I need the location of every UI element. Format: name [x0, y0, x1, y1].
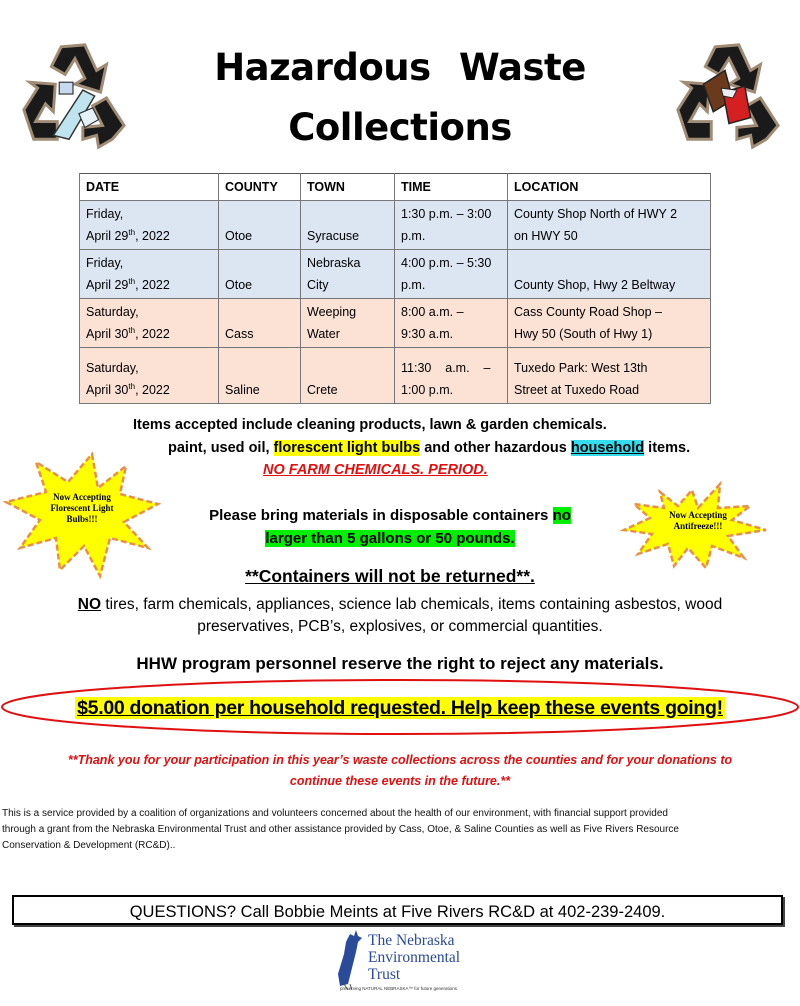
table-header-row — [80, 174, 711, 201]
highlight-florescent-bulbs: florescent light bulbs — [273, 440, 421, 456]
column-header-time: TIME — [395, 174, 508, 201]
collection-schedule-table — [79, 173, 711, 404]
page-title — [150, 38, 650, 158]
column-header-town: TOWN — [301, 174, 395, 201]
nebraska-environmental-trust-logo — [330, 928, 480, 1000]
starburst-antifreeze — [620, 478, 770, 570]
cell-date: Saturday, April 30th, 2022 — [80, 348, 219, 404]
cell-county: Cass — [219, 299, 301, 348]
cell-town: Syracuse — [301, 201, 395, 250]
table-row — [80, 201, 711, 250]
thank-you-note: **Thank you for your participation in this year’s waste collections across the counties and for your donations to continue these events in the future.** — [67, 753, 733, 788]
recycle-bottle-icon — [14, 40, 132, 152]
cell-time: 1:30 p.m. – 3:00 p.m. — [395, 201, 508, 250]
cell-date: Friday, April 29th, 2022 — [80, 250, 219, 299]
burst-text-right: Now Accepting Antifreeze!!! — [669, 510, 727, 531]
cell-time: 4:00 p.m. – 5:30 p.m. — [395, 250, 508, 299]
table-row — [80, 250, 711, 299]
highlight-no: no — [552, 507, 571, 524]
no-farm-chemicals-note: NO FARM CHEMICALS. PERIOD. — [263, 462, 488, 478]
column-header-county: COUNTY — [219, 174, 301, 201]
title-line-1: Hazardous Waste — [214, 46, 586, 89]
logo-tagline: preserving NATURAL NEBRASKA™ for future generations — [340, 986, 458, 991]
cell-county: Otoe — [219, 201, 301, 250]
burst-text-left: Now Accepting Florescent Light Bulbs!!! — [50, 492, 114, 524]
cell-town: Crete — [301, 348, 395, 404]
logo-text: The Nebraska Environmental Trust — [368, 932, 461, 983]
column-header-location: LOCATION — [508, 174, 711, 201]
title-line-2: Collections — [288, 106, 512, 149]
containers-not-returned: **Containers will not be returned**. — [245, 566, 535, 586]
cell-location: Tuxedo Park: West 13th Street at Tuxedo Road — [508, 348, 711, 404]
items-accepted-line-2: paint, used oil, florescent light bulbs and other hazardous household items. — [168, 440, 691, 456]
table-row — [80, 299, 711, 348]
cell-time: 8:00 a.m. – 9:30 a.m. — [395, 299, 508, 348]
items-accepted-line-1: Items accepted include cleaning products, lawn & garden chemicals. — [133, 417, 607, 433]
column-header-date: DATE — [80, 174, 219, 201]
donation-request: $5.00 donation per household requested. Help keep these events going! — [77, 697, 723, 719]
cell-location: Cass County Road Shop – Hwy 50 (South of Hwy 1) — [508, 299, 711, 348]
reserve-right-note: HHW program personnel reserve the right to reject any materials. — [136, 654, 664, 673]
donation-banner — [0, 697, 800, 720]
cell-location: County Shop, Hwy 2 Beltway — [508, 250, 711, 299]
highlight-size-limit: larger than 5 gallons or 50 pounds. — [265, 530, 515, 547]
cell-time: 11:30 a.m. – 1:00 p.m. — [395, 348, 508, 404]
cell-town: Weeping Water — [301, 299, 395, 348]
starburst-florescent-bulbs — [2, 452, 162, 580]
container-size-note: Please bring materials in disposable containers no larger than 5 gallons or 50 pounds. — [209, 507, 571, 547]
questions-contact-box: QUESTIONS? Call Bobbie Meints at Five Rivers RC&D at 402-239-2409. — [12, 895, 783, 925]
table-row — [80, 348, 711, 404]
cell-county: Otoe — [219, 250, 301, 299]
recycle-gas-can-icon — [668, 40, 786, 152]
meadowlark-bird-icon — [334, 928, 368, 990]
highlight-household: household — [570, 440, 645, 456]
cell-date: Saturday, April 30th, 2022 — [80, 299, 219, 348]
cell-date: Friday, April 29th, 2022 — [80, 201, 219, 250]
not-accepted-list: NO tires, farm chemicals, appliances, science lab chemicals, items containing asbestos, wood preservatives, PCB’s, explosives, or commercial quantities. — [77, 596, 723, 635]
cell-location: County Shop North of HWY 2 on HWY 50 — [508, 201, 711, 250]
cell-county: Saline — [219, 348, 301, 404]
sponsorship-fine-print: This is a service provided by a coalition of organizations and volunteers concerned about the health of our environment, with financial support provided through a grant from the Nebraska Environmental Trust and other assistance provided by Cass, Otoe, & Saline Counties as well as Five Rivers Resource Conservation & Development (RC&D).. — [2, 808, 679, 851]
cell-town: Nebraska City — [301, 250, 395, 299]
